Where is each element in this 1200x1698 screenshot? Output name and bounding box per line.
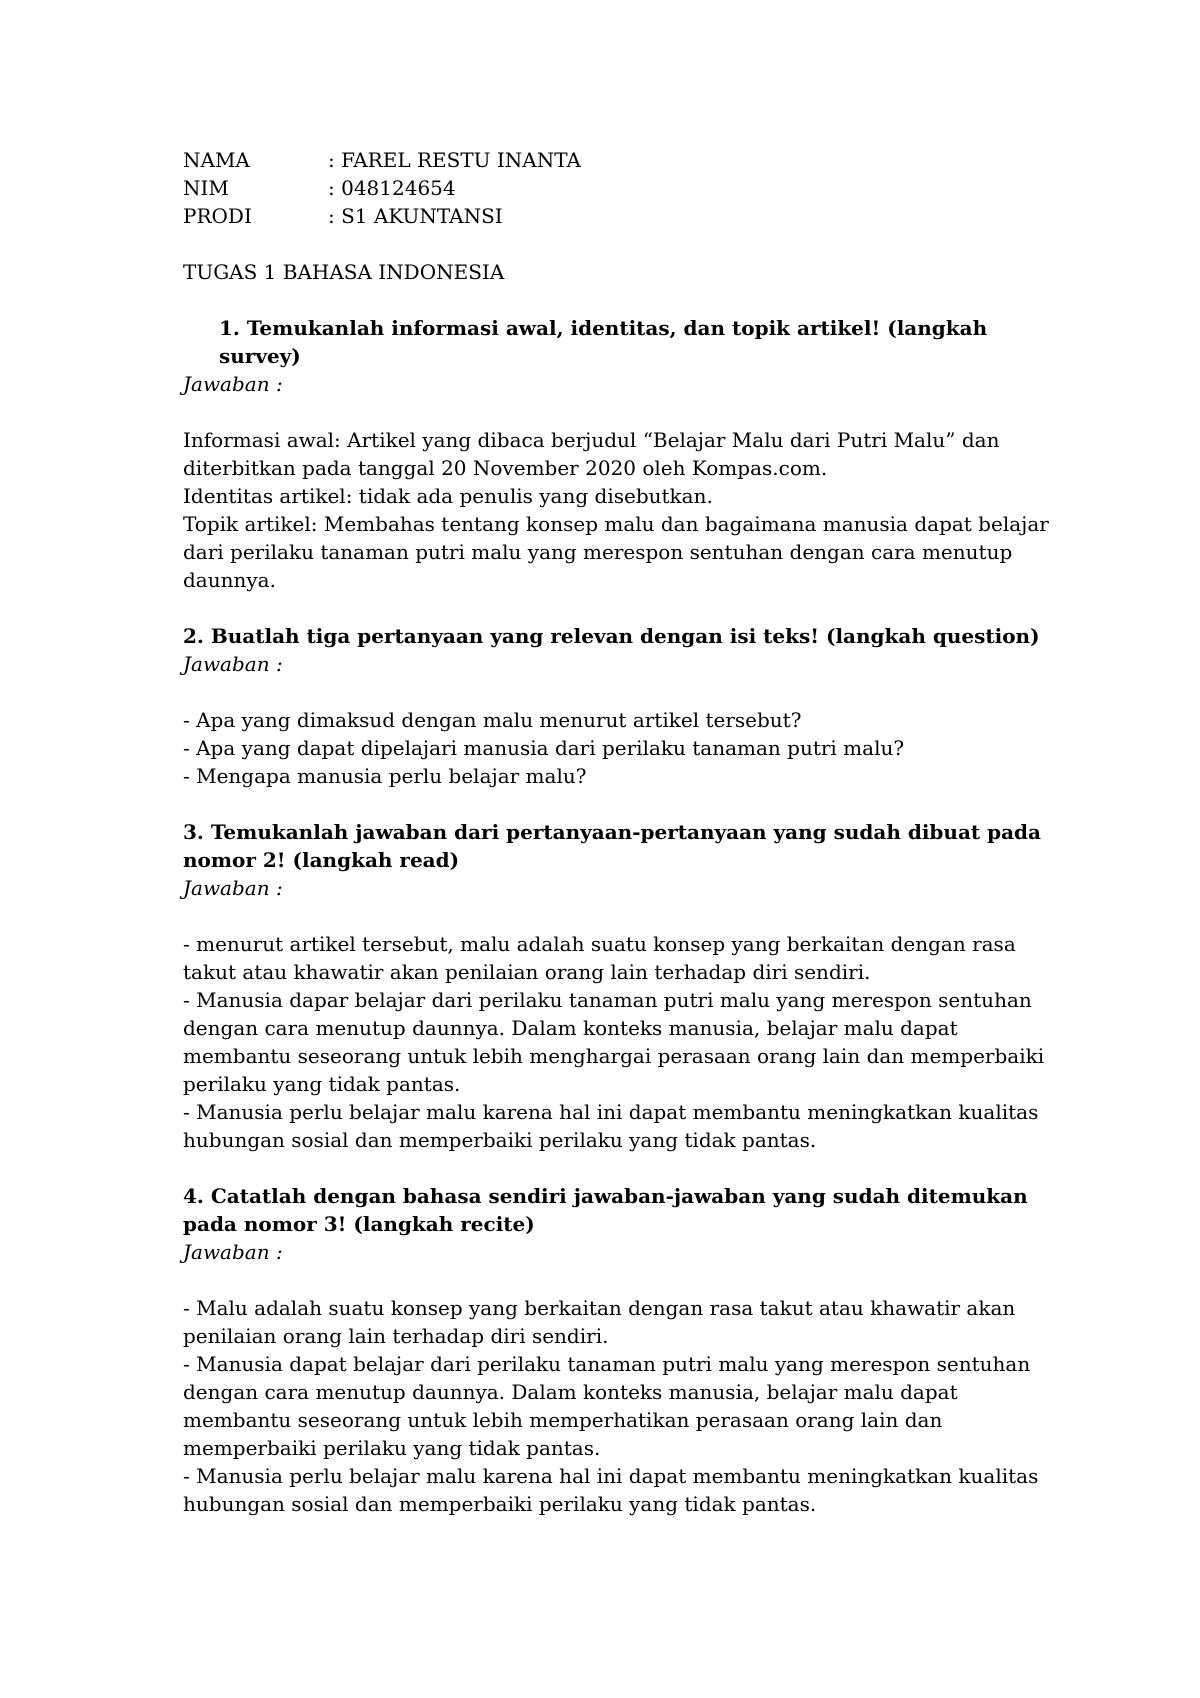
question-3: 3. Temukanlah jawaban dari pertanyaan-pertanyaan yang sudah dibuat pada nomor 2! (langkah read) <box>183 820 1041 872</box>
answer-line: - Apa yang dapat dipelajari manusia dari perilaku tanaman putri malu? <box>183 736 905 760</box>
identity-row-nim <box>183 174 1063 202</box>
answer-line: - Manusia perlu belajar malu karena hal ini dapat membantu meningkatkan kualitas hubungan sosial dan memperbaiki perilaku yang tidak pantas. <box>183 1100 1039 1152</box>
identity-value: : S1 AKUNTANSI <box>328 204 503 228</box>
answer-line: Identitas artikel: tidak ada penulis yang disebutkan. <box>183 484 713 508</box>
identity-label: NAMA <box>183 148 250 172</box>
identity-row-nama <box>183 146 1063 174</box>
answer-line: - Malu adalah suatu konsep yang berkaitan dengan rasa takut atau khawatir akan penilaian orang lain terhadap diri sendiri. <box>183 1296 1016 1348</box>
answer-label: Jawaban : <box>183 652 283 676</box>
question-1: 1. Temukanlah informasi awal, identitas, dan topik artikel! (langkah survey) <box>219 316 988 368</box>
question-4: 4. Catatlah dengan bahasa sendiri jawaban-jawaban yang sudah ditemukan pada nomor 3! (langkah recite) <box>183 1184 1028 1236</box>
identity-row-prodi <box>183 202 1063 230</box>
identity-label: NIM <box>183 176 229 200</box>
document-body <box>183 146 1063 1518</box>
identity-label: PRODI <box>183 204 252 228</box>
identity-value: : FAREL RESTU INANTA <box>328 148 581 172</box>
answer-line: - Manusia perlu belajar malu karena hal ini dapat membantu meningkatkan kualitas hubungan sosial dan memperbaiki perilaku yang tidak pantas. <box>183 1464 1039 1516</box>
answer-line: - Manusia dapar belajar dari perilaku tanaman putri malu yang merespon sentuhan dengan cara menutup daunnya. Dalam konteks manusia, belajar malu dapat membantu seseorang untuk lebih menghargai perasaan orang lain dan memperbaiki perilaku yang tidak pantas. <box>183 988 1045 1096</box>
question-2: 2. Buatlah tiga pertanyaan yang relevan dengan isi teks! (langkah question) <box>183 624 1040 648</box>
answer-line: - menurut artikel tersebut, malu adalah suatu konsep yang berkaitan dengan rasa takut atau khawatir akan penilaian orang lain terhadap diri sendiri. <box>183 932 1016 984</box>
document-title: TUGAS 1 BAHASA INDONESIA <box>183 260 505 284</box>
answer-label: Jawaban : <box>183 1240 283 1264</box>
answer-line: Topik artikel: Membahas tentang konsep malu dan bagaimana manusia dapat belajar dari perilaku tanaman putri malu yang merespon sentuhan dengan cara menutup daunnya. <box>183 512 1049 592</box>
answer-line: - Manusia dapat belajar dari perilaku tanaman putri malu yang merespon sentuhan dengan cara menutup daunnya. Dalam konteks manusia, belajar malu dapat membantu seseorang untuk lebih memperhatikan perasaan orang lain dan memperbaiki perilaku yang tidak pantas. <box>183 1352 1031 1460</box>
answer-line: Informasi awal: Artikel yang dibaca berjudul “Belajar Malu dari Putri Malu” dan diterbitkan pada tanggal 20 November 2020 oleh Kompas.com. <box>183 428 1000 480</box>
answer-line: - Apa yang dimaksud dengan malu menurut artikel tersebut? <box>183 708 802 732</box>
answer-label: Jawaban : <box>183 372 283 396</box>
answer-label: Jawaban : <box>183 876 283 900</box>
identity-value: : 048124654 <box>328 176 456 200</box>
answer-line: - Mengapa manusia perlu belajar malu? <box>183 764 587 788</box>
